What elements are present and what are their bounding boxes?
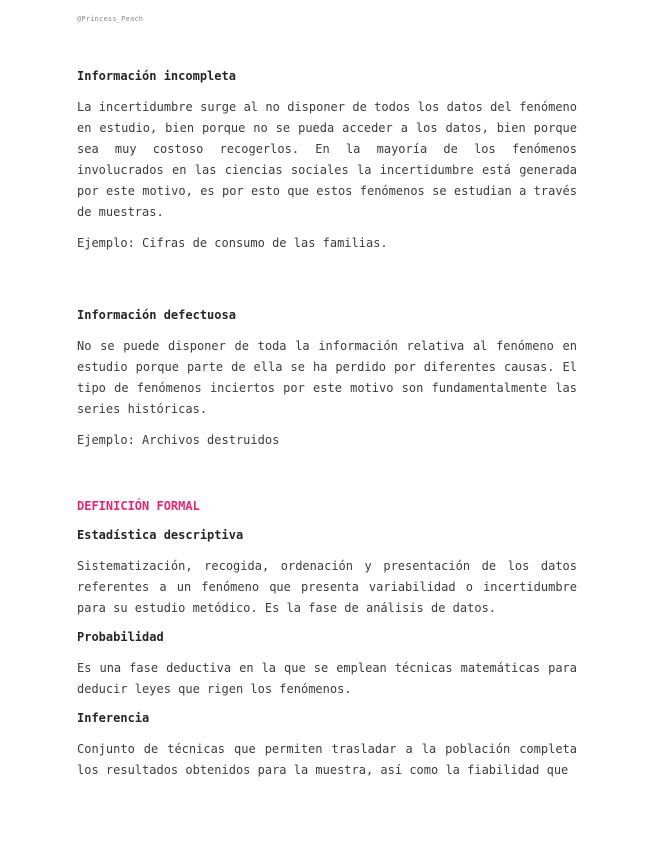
example-paragraph: Ejemplo: Cifras de consumo de las familias. — [77, 236, 388, 250]
term-heading: Probabilidad — [77, 630, 164, 644]
section-informacion-incompleta — [77, 68, 577, 254]
document-body — [77, 68, 577, 791]
spacer — [77, 264, 577, 307]
section-heading: Información defectuosa — [77, 308, 236, 322]
section-definicion-formal — [77, 498, 577, 781]
section-informacion-defectuosa — [77, 307, 577, 451]
section-heading: Información incompleta — [77, 69, 236, 83]
term-definition: Sistematización, recogida, ordenación y presentación de los datos referentes a un fenómeno que presenta variabilidad o incertidumbre para su estudio metódico. Es la fase de análisis de datos. — [77, 559, 577, 615]
term-heading: Estadística descriptiva — [77, 528, 244, 542]
section-paragraph: La incertidumbre surge al no disponer de todos los datos del fenómeno en estudio, bien porque no se pueda acceder a los datos, bien porque sea muy costoso recogerlos. En la mayoría de los fenómenos involucrados en las ciencias sociales la incertidumbre está generada por este motivo, es por esto que estos fenómenos se estudian a través de muestras. — [77, 100, 577, 219]
term-definition: Conjunto de técnicas que permiten trasladar a la población completa los resultados obtenidos para la muestra, así como la fiabilidad que — [77, 742, 577, 777]
example-paragraph: Ejemplo: Archivos destruidos — [77, 433, 280, 447]
author-handle: @Princess_Peach — [77, 15, 144, 23]
spacer — [77, 461, 577, 498]
term-heading: Inferencia — [77, 711, 150, 725]
section-paragraph: No se puede disponer de toda la información relativa al fenómeno en estudio porque parte de ella se ha perdido por diferentes causas. El tipo de fenómenos inciertos por este motivo son fundamentalmente las series históricas. — [77, 339, 577, 416]
term-definition: Es una fase deductiva en la que se emplean técnicas matemáticas para deducir leyes que rigen los fenómenos. — [77, 661, 577, 696]
formal-definition-title: DEFINICIÓN FORMAL — [77, 499, 200, 513]
